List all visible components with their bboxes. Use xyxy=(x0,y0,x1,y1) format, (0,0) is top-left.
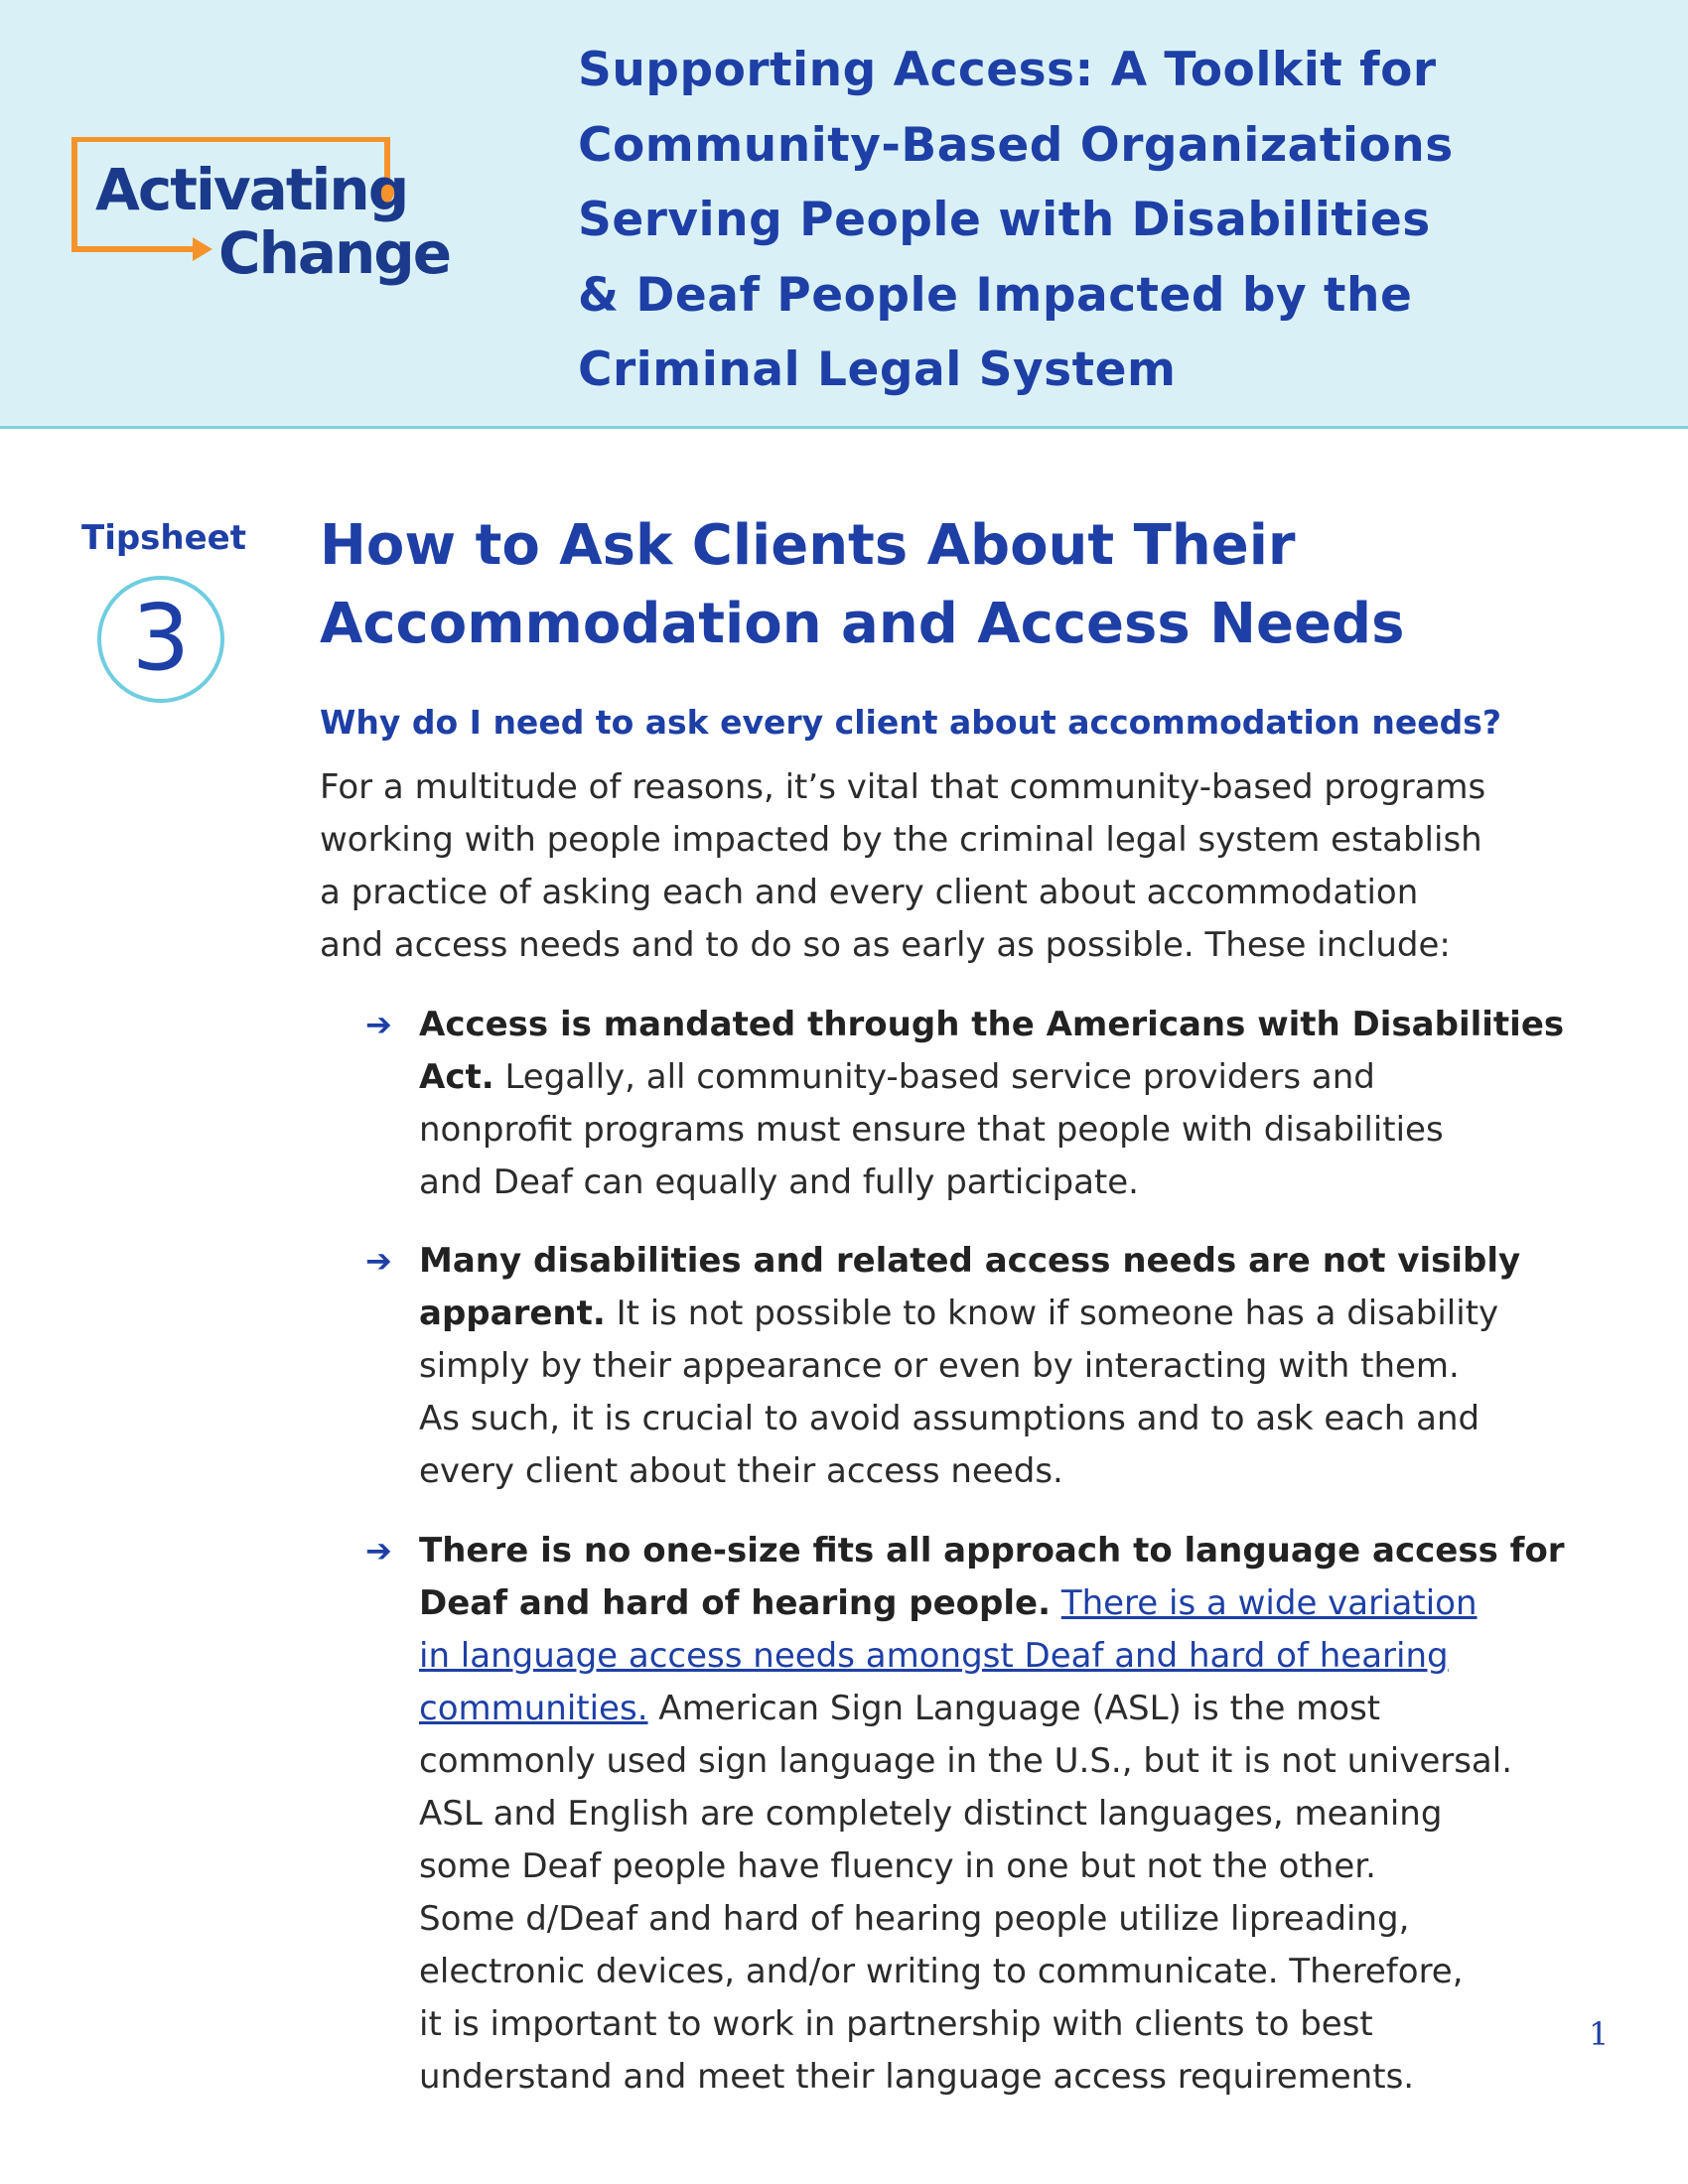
bullet-line: understand and meet their language access requirements. xyxy=(419,2057,1415,2097)
bullet-line xyxy=(419,999,1650,1051)
bullet-line: it is important to work in partnership with clients to best xyxy=(419,2004,1373,2044)
intro-line: a practice of asking each and every client about accommodation xyxy=(320,873,1419,912)
activating-change-logo xyxy=(70,137,477,296)
bullet-line: electronic devices, and/or writing to communicate. Therefore, xyxy=(419,1952,1464,1991)
bullet-line xyxy=(419,1235,1650,1288)
intro-line: For a multitude of reasons, it’s vital that community-based programs xyxy=(320,767,1486,807)
language-access-link[interactable]: in language access needs amongst Deaf and hard of hearing xyxy=(419,1636,1449,1676)
toolkit-title-line: Serving People with Disabilities xyxy=(578,193,1431,247)
tipsheet-label: Tipsheet xyxy=(81,518,246,558)
bullet-line: every client about their access needs. xyxy=(419,1451,1063,1491)
bullet-line xyxy=(419,1683,1650,1735)
bullet-line: commonly used sign language in the U.S., but it is not universal. xyxy=(419,1741,1513,1781)
bullet-bold-text: Access is mandated through the Americans with Disabilities xyxy=(419,1005,1565,1044)
bullet-text xyxy=(419,1525,1650,2104)
logo-word-activating: Activating xyxy=(95,156,408,223)
bullet-text xyxy=(419,999,1650,1209)
arrow-right-icon: ➔ xyxy=(365,1006,392,1043)
intro-paragraph xyxy=(320,761,1630,972)
arrow-right-icon: ➔ xyxy=(365,1532,392,1570)
logo-word-change: Change xyxy=(218,219,451,287)
bullet-bold-text: Deaf and hard of hearing people. xyxy=(419,1583,1051,1623)
bullet-line-text: It is not possible to know if someone has a disability xyxy=(605,1294,1499,1333)
page-number: 1 xyxy=(1589,2015,1610,2053)
bullet-line xyxy=(419,1630,1650,1683)
bullet-line: As such, it is crucial to avoid assumptions and to ask each and xyxy=(419,1399,1480,1438)
bullet-line: some Deaf people have fluency in one but not the other. xyxy=(419,1846,1376,1886)
arrow-right-icon: ➔ xyxy=(365,1242,392,1280)
bullet-line: nonprofit programs must ensure that people with disabilities xyxy=(419,1110,1444,1150)
bullet-bold-text: apparent. xyxy=(419,1294,606,1333)
bullet-line: simply by their appearance or even by interacting with them. xyxy=(419,1346,1460,1386)
bullet-line-text: Legally, all community-based service providers and xyxy=(493,1057,1375,1097)
bullet-line xyxy=(419,1051,1650,1104)
bullet-bold-text: Act. xyxy=(419,1057,494,1097)
page-title xyxy=(320,506,1611,663)
bullet-text xyxy=(419,1235,1650,1498)
toolkit-title-line: & Deaf People Impacted by the xyxy=(578,267,1413,323)
tipsheet-number-badge: 3 xyxy=(97,576,224,703)
intro-line: working with people impacted by the criminal legal system establish xyxy=(320,820,1482,860)
intro-line: and access needs and to do so as early as possible. These include: xyxy=(320,925,1451,965)
bullet-line-text: American Sign Language (ASL) is the most xyxy=(647,1689,1381,1728)
toolkit-title-line: Criminal Legal System xyxy=(578,342,1177,397)
bullet-line xyxy=(419,1288,1650,1340)
toolkit-title xyxy=(578,33,1591,408)
bullet-line: ASL and English are completely distinct languages, meaning xyxy=(419,1794,1443,1834)
bullet-bold-text: There is no one-size fits all approach to language access for xyxy=(419,1531,1565,1570)
bullet-line xyxy=(419,1525,1650,1577)
bullet-line: Some d/Deaf and hard of hearing people utilize lipreading, xyxy=(419,1899,1410,1939)
bullet-bold-text: Many disabilities and related access needs are not visibly xyxy=(419,1241,1521,1281)
toolkit-title-line: Supporting Access: A Toolkit for xyxy=(578,43,1437,97)
bullet-line xyxy=(419,1577,1650,1630)
section-subheading: Why do I need to ask every client about accommodation needs? xyxy=(320,703,1502,742)
toolkit-title-line: Community-Based Organizations xyxy=(578,117,1454,173)
page-title-line: How to Ask Clients About Their xyxy=(320,513,1296,578)
language-access-link[interactable]: There is a wide variation xyxy=(1060,1583,1477,1623)
header-banner xyxy=(0,0,1688,429)
page-title-line: Accommodation and Access Needs xyxy=(320,592,1405,656)
bullet-line: and Deaf can equally and fully participate. xyxy=(419,1162,1139,1202)
language-access-link[interactable]: communities. xyxy=(419,1689,648,1728)
